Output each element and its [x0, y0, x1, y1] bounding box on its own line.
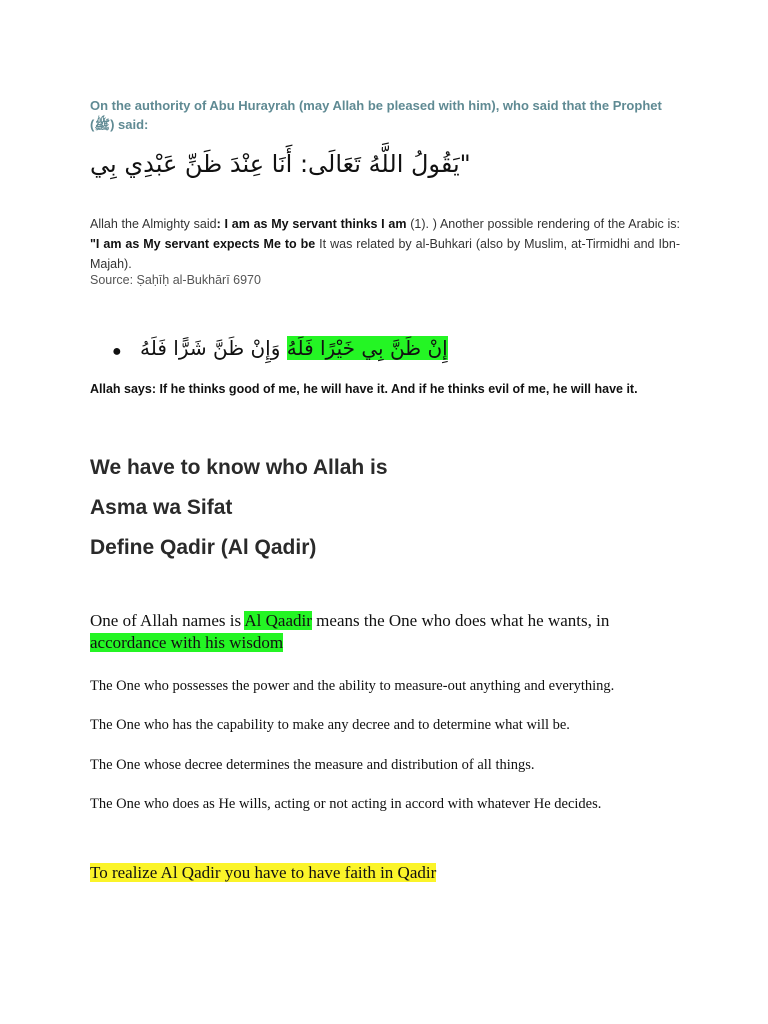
- bullet-rest-arabic: وَإِنْ ظَنَّ شَرًّا فَلَهُ: [140, 336, 287, 360]
- hadith-source: Source: Ṣaḥīḥ al-Bukhārī 6970: [90, 273, 261, 287]
- translation-bold-1: : I am as My servant thinks I am: [216, 217, 407, 231]
- allah-says-tail: .: [634, 382, 638, 396]
- bullet-icon: ●: [112, 343, 122, 360]
- hadith-translation: [90, 214, 680, 274]
- bullet-highlighted-arabic: إِنْ ظَنَّ بِي خَيْرًا فَلَهُ: [286, 336, 448, 360]
- translation-part-1: Allah the Almighty said: [90, 217, 217, 231]
- al-qaadir-paragraph: [90, 610, 690, 654]
- heading-define-qadir: Define Qadir (Al Qadir): [90, 536, 317, 559]
- bullet-arabic-text: [140, 336, 448, 360]
- names-before: One of Allah names is: [90, 611, 245, 630]
- realize-qadir-line: [90, 863, 436, 883]
- arabic-bullet-item: [112, 336, 472, 372]
- translation-part-2: (1). ) Another possible rendering of the Arabic is:: [406, 217, 680, 231]
- definition-3: The One whose decree determines the measure and distribution of all things.: [90, 757, 535, 773]
- allah-says-translation: [90, 380, 680, 399]
- hadith-arabic: "يَقُولُ اللَّهُ تَعَالَى: أَنَا عِنْدَ ظَنِّ عَبْدِي بِي: [90, 150, 471, 178]
- al-qaadir-highlight: Al Qaadir: [244, 611, 312, 630]
- names-middle: means the One who does what he wants, in: [311, 611, 610, 630]
- hadith-intro: On the authority of Abu Hurayrah (may Allah be pleased with him), who said that the Prophet (ﷺ) said:: [90, 98, 662, 132]
- definition-4: The One who does as He wills, acting or not acting in accord with whatever He decides.: [90, 796, 602, 812]
- allah-says-bold: Allah says: If he thinks good of me, he will have it. And if he thinks evil of me, he will have it: [90, 382, 635, 396]
- heading-know-allah: We have to know who Allah is: [90, 456, 388, 479]
- translation-bold-2: "I am as My servant expects Me to be: [90, 237, 316, 251]
- realize-highlight: To realize Al Qadir you have to have faith in Qadir: [90, 863, 437, 882]
- wisdom-highlight: accordance with his wisdom: [90, 633, 284, 652]
- definition-2: The One who has the capability to make any decree and to determine what will be.: [90, 717, 570, 733]
- translation-part-3: It was related by al-Buhkari (also by Muslim, at-Tirmidhi and Ibn-Majah).: [90, 237, 680, 271]
- definition-1: The One who possesses the power and the ability to measure-out anything and everything.: [90, 678, 615, 694]
- heading-asma-wa-sifat: Asma wa Sifat: [90, 496, 233, 519]
